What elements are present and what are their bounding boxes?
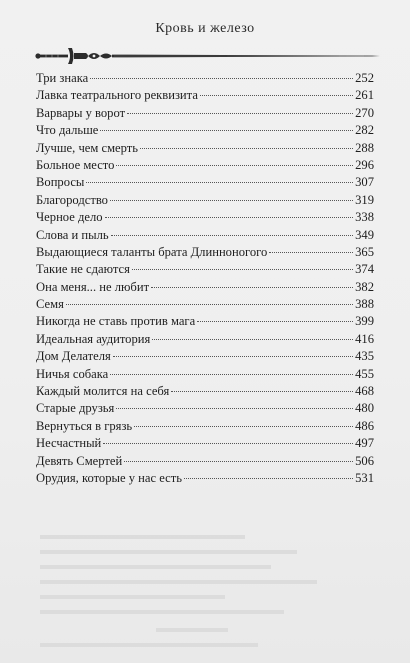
dot-leader <box>152 339 353 340</box>
toc-entry-page-number: 261 <box>355 88 374 103</box>
dot-leader <box>127 113 353 114</box>
dot-leader <box>140 148 353 149</box>
toc-entry-title: Такие не сдаются <box>36 262 130 277</box>
dot-leader <box>105 217 354 218</box>
toc-entry-title: Несчастный <box>36 436 102 451</box>
toc-entry-page-number: 531 <box>355 470 374 485</box>
toc-entry <box>36 313 374 330</box>
toc-entry-title: Дом Делателя <box>36 349 111 364</box>
dot-leader <box>134 426 353 427</box>
toc-entry-title: Слова и пыль <box>36 227 109 242</box>
toc-entry-title: Она меня... не любит <box>36 279 150 294</box>
toc-entry-title: Никогда не ставь против мага <box>36 314 196 329</box>
toc-entry <box>36 87 374 104</box>
toc-entry-title: Ничья собака <box>36 366 109 381</box>
toc-entry <box>36 470 374 487</box>
toc-entry-title: Орудия, которые у нас есть <box>36 470 182 485</box>
running-title: Кровь и железо <box>155 21 255 36</box>
dot-leader <box>116 165 353 166</box>
toc-entry-title: Черное дело <box>36 210 103 225</box>
toc-entry-title: Выдающиеся таланты брата Длинноногого <box>36 244 268 259</box>
toc-entry-page-number: 338 <box>355 210 374 225</box>
dot-leader <box>116 408 353 409</box>
toc-entry-title: Больное место <box>36 157 115 172</box>
toc-entry-page-number: 486 <box>355 418 374 433</box>
toc-entry <box>36 105 374 122</box>
dot-leader <box>184 478 353 479</box>
dot-leader <box>269 252 353 253</box>
toc-entry-page-number: 416 <box>355 331 374 346</box>
toc-entry-page-number: 506 <box>355 453 374 468</box>
toc-entry-title: Что дальше <box>36 123 99 138</box>
page-bleed-through <box>40 535 370 655</box>
toc-entry <box>36 418 374 435</box>
toc-entry-title: Каждый молится на себя <box>36 384 170 399</box>
toc-entry-title: Лавка театрального реквизита <box>36 88 198 103</box>
toc-entry-page-number: 480 <box>355 401 374 416</box>
page-header <box>0 20 410 60</box>
dot-leader <box>100 130 353 131</box>
toc-entry-page-number: 349 <box>355 227 374 242</box>
toc-entry <box>36 400 374 417</box>
dot-leader <box>86 182 353 183</box>
toc-entry-title: Вернуться в грязь <box>36 418 133 433</box>
toc-entry-page-number: 497 <box>355 436 374 451</box>
dot-leader <box>110 200 353 201</box>
dot-leader <box>111 235 353 236</box>
dot-leader <box>110 374 353 375</box>
sword-ornament-icon <box>34 46 380 66</box>
dot-leader <box>103 443 353 444</box>
dot-leader <box>132 269 353 270</box>
toc-entry <box>36 261 374 278</box>
toc-entry-page-number: 288 <box>355 140 374 155</box>
dot-leader <box>90 78 353 79</box>
toc-entry <box>36 366 374 383</box>
toc-entry-page-number: 468 <box>355 384 374 399</box>
toc-entry <box>36 435 374 452</box>
toc-entry-page-number: 388 <box>355 297 374 312</box>
toc-entry <box>36 209 374 226</box>
dot-leader <box>200 95 353 96</box>
toc-entry-title: Три знака <box>36 71 89 85</box>
toc-entry-title: Девять Смертей <box>36 453 123 468</box>
toc-entry <box>36 331 374 348</box>
dot-leader <box>197 321 353 322</box>
dot-leader <box>171 391 353 392</box>
dot-leader <box>113 356 353 357</box>
toc-entry-page-number: 455 <box>355 366 374 381</box>
toc-entry-title: Семя <box>36 297 64 312</box>
table-of-contents <box>36 70 374 487</box>
toc-entry-title: Вопросы <box>36 175 85 190</box>
toc-entry-title: Старые друзья <box>36 401 115 416</box>
toc-entry <box>36 296 374 313</box>
toc-entry-page-number: 435 <box>355 349 374 364</box>
toc-entry <box>36 383 374 400</box>
toc-entry <box>36 70 374 87</box>
toc-entry <box>36 157 374 174</box>
toc-entry <box>36 348 374 365</box>
toc-entry <box>36 279 374 296</box>
toc-entry-page-number: 296 <box>355 157 374 172</box>
toc-entry-page-number: 365 <box>355 244 374 259</box>
toc-entry-page-number: 282 <box>355 123 374 138</box>
toc-entry-title: Лучше, чем смерть <box>36 140 139 155</box>
toc-entry <box>36 122 374 139</box>
toc-entry-title: Идеальная аудитория <box>36 331 151 346</box>
toc-entry-page-number: 399 <box>355 314 374 329</box>
toc-entry-page-number: 270 <box>355 105 374 120</box>
toc-entry <box>36 192 374 209</box>
toc-entry <box>36 174 374 191</box>
toc-entry <box>36 453 374 470</box>
toc-entry-page-number: 382 <box>355 279 374 294</box>
toc-entry-page-number: 252 <box>355 71 374 85</box>
dot-leader <box>66 304 353 305</box>
toc-entry-title: Варвары у ворот <box>36 105 126 120</box>
toc-entry <box>36 227 374 244</box>
toc-entry <box>36 244 374 261</box>
dot-leader <box>151 287 353 288</box>
toc-entry-page-number: 319 <box>355 192 374 207</box>
toc-entry-title: Благородство <box>36 192 108 207</box>
toc-entry-page-number: 307 <box>355 175 374 190</box>
toc-entry <box>36 140 374 157</box>
dot-leader <box>124 461 353 462</box>
toc-entry-page-number: 374 <box>355 262 374 277</box>
